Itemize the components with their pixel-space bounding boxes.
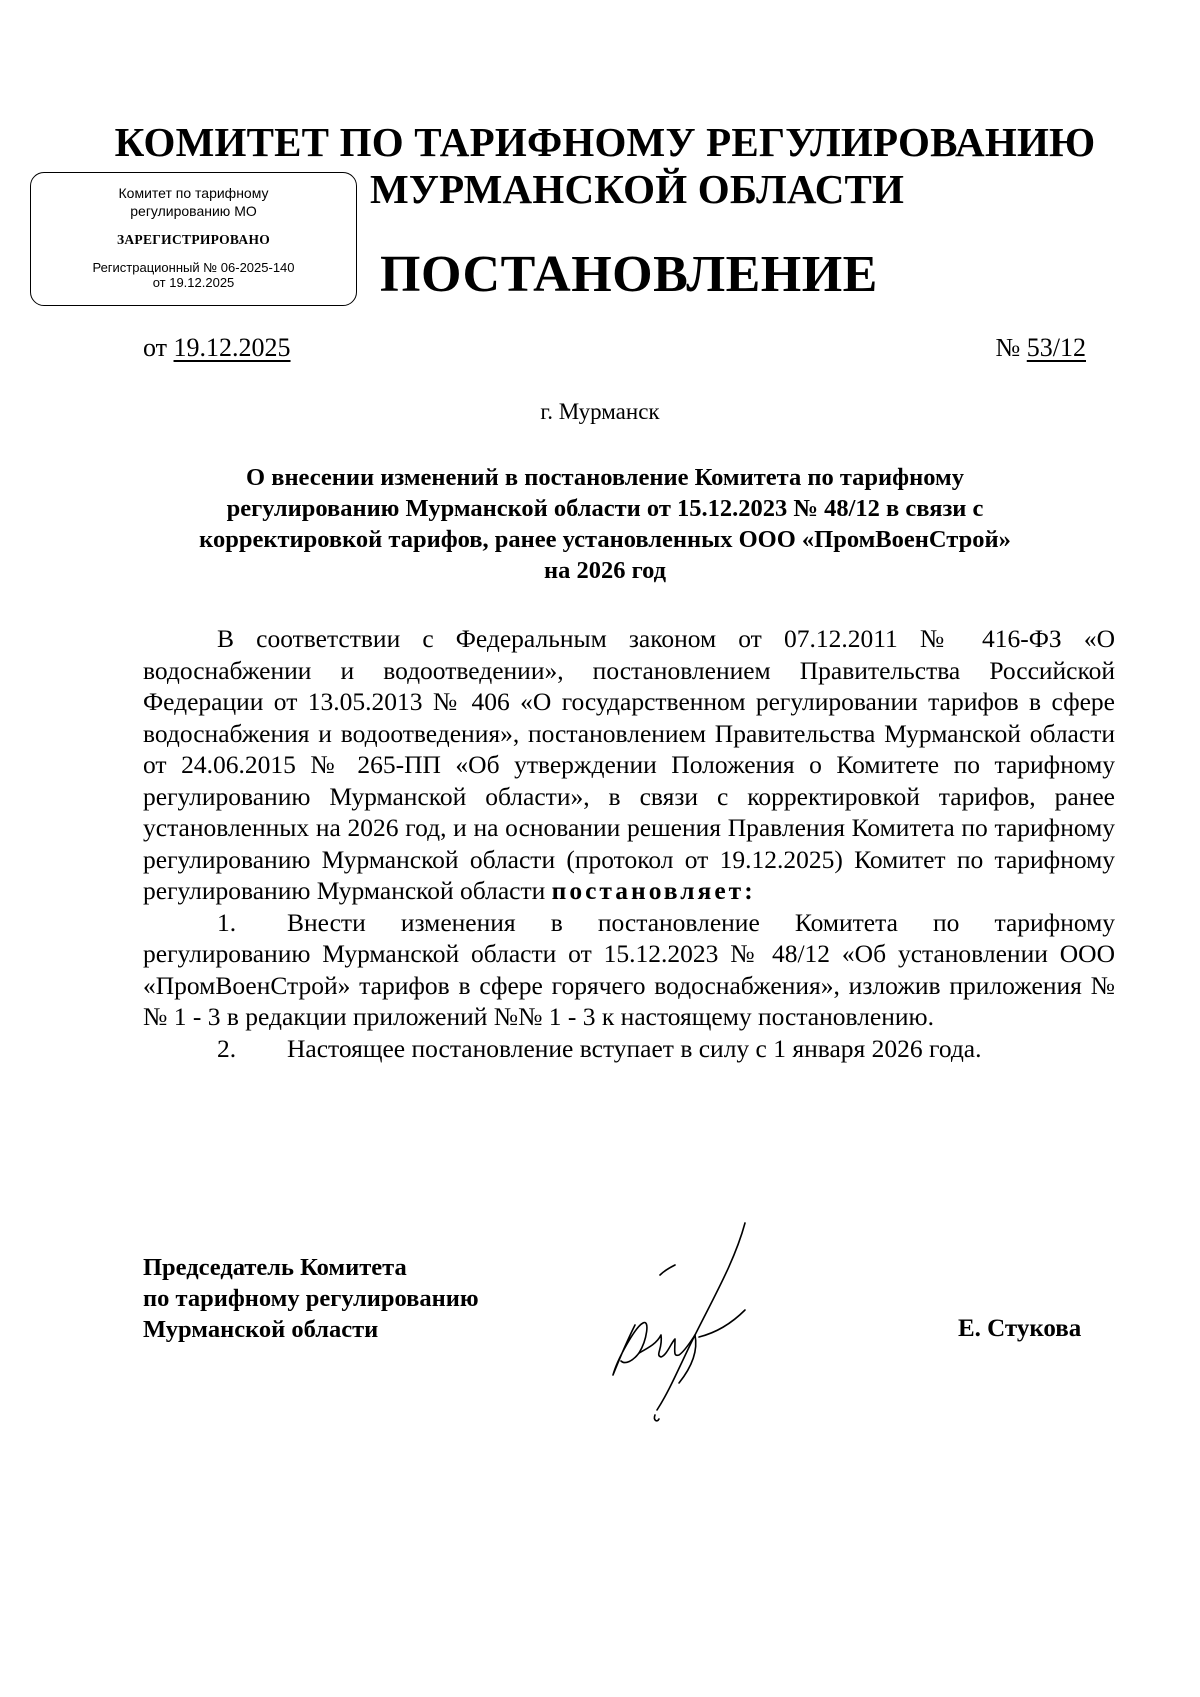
- resolves-word: постановляет:: [551, 876, 756, 905]
- stamp-org-line1: Комитет по тарифному: [118, 185, 269, 201]
- stamp-org-line2: регулированию МО: [130, 203, 257, 219]
- stamp-reg-date: от 19.12.2025: [152, 275, 235, 290]
- document-type: ПОСТАНОВЛЕНИЕ: [380, 246, 878, 303]
- signatory-title-line3: Мурманской области: [143, 1316, 379, 1343]
- stamp-status: ЗАРЕГИСТРИРОВАНО: [116, 232, 271, 247]
- date-prefix: от: [143, 333, 168, 362]
- document-city: г. Мурманск: [540, 399, 660, 424]
- org-title-line1: КОМИТЕТ ПО ТАРИФНОМУ РЕГУЛИРОВАНИЮ: [114, 119, 1096, 165]
- signatory-name: Е. Стукова: [958, 1315, 1082, 1342]
- item-number: 2.: [217, 1033, 237, 1063]
- subject-line2: регулированию Мурманской области от 15.12.2023 № 48/12 в связи с: [226, 495, 984, 522]
- signatory-title: [143, 1252, 479, 1345]
- document-date: [143, 333, 291, 363]
- list-item: [143, 1033, 1115, 1065]
- subject-line3: корректировкой тарифов, ранее установленных ООО «ПромВоенСтрой»: [199, 526, 1011, 553]
- number-value: 53/12: [1026, 333, 1086, 362]
- registration-stamp: [30, 172, 357, 306]
- subject-line1: О внесении изменений в постановление Комитета по тарифному: [246, 464, 964, 491]
- preamble-text: В соответствии с Федеральным законом от 07.12.2011 № 416-ФЗ «О водоснабжении и водоотведении», постановлением Правительства Российской Федерации от 13.05.2013 № 406 «О государственном регулировании тарифов в сфере водоснабжения и водоотведения», постановлением Правительства Мурманской области от 24.06.2015 № 265-ПП «Об утверждении Положения о Комитете по тарифному регулированию Мурманской области», в связи с корректировкой тарифов, ранее установленных на 2026 год, и на основании решения Правления Комитета по тарифному регулированию Мурманской области (протокол от 19.12.2025) Комитет по тарифному регулированию Мурманской области: [143, 624, 1115, 905]
- preamble-paragraph: [143, 623, 1115, 907]
- document-subject: [130, 462, 1080, 586]
- handwritten-signature: [595, 1215, 805, 1425]
- subject-line4: на 2026 год: [543, 557, 667, 584]
- stamp-reg-number: Регистрационный № 06-2025-140: [92, 260, 295, 275]
- stamp-organization: [31, 184, 356, 220]
- signatory-title-line2: по тарифному регулированию: [143, 1285, 479, 1312]
- document-body: [143, 623, 1115, 1064]
- document-number: [995, 333, 1086, 363]
- stamp-registration: [31, 260, 356, 290]
- date-value: 19.12.2025: [173, 333, 291, 362]
- org-title-line2: МУРМАНСКОЙ ОБЛАСТИ: [370, 166, 905, 212]
- item-text: Внести изменения в постановление Комитета по тарифному регулированию Мурманской области от 15.12.2023 № 48/12 «Об установлении ООО «ПромВоенСтрой» тарифов в сфере горячего водоснабжения», изложив приложения №№ 1 - 3 в редакции приложений №№ 1 - 3 к настоящему постановлению.: [143, 907, 1115, 1031]
- signatory-title-line1: Председатель Комитета: [143, 1254, 407, 1281]
- list-item: [143, 907, 1115, 1033]
- number-prefix: №: [995, 333, 1021, 362]
- item-number: 1.: [217, 907, 237, 937]
- item-text: Настоящее постановление вступает в силу с 1 января 2026 года.: [287, 1033, 982, 1063]
